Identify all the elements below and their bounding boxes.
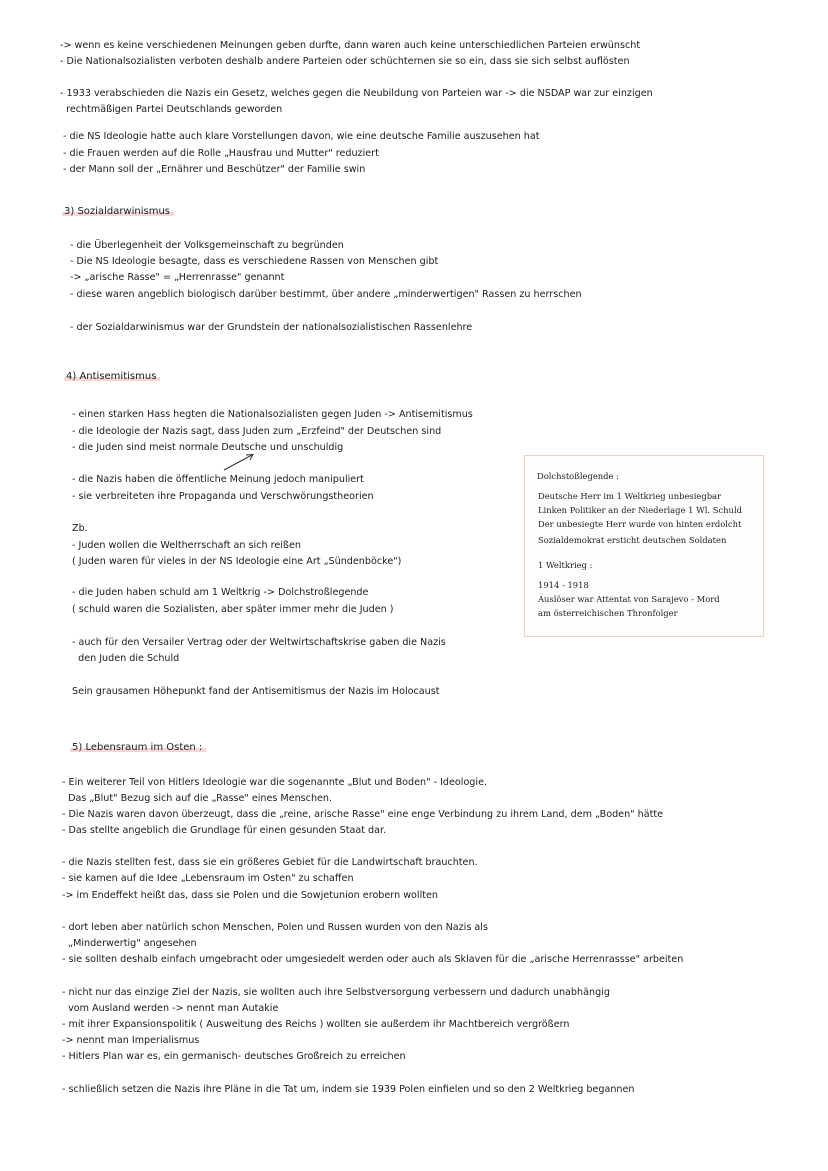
text-line: - Ein weiterer Teil von Hitlers Ideologie war die sogenannte „Blut und Boden" - Ideologie. xyxy=(62,777,488,788)
text-line: - Die NS Ideologie besagte, dass es verschiedene Rassen von Menschen gibt xyxy=(70,256,439,267)
text-line: - dort leben aber natürlich schon Menschen, Polen und Russen wurden von den Nazis als xyxy=(62,922,488,933)
box-line: Der unbesiegte Herr wurde von hinten erdolcht xyxy=(538,519,742,529)
text-line: - die NS Ideologie hatte auch klare Vorstellungen davon, wie eine deutsche Familie auszusehen hat xyxy=(63,131,540,142)
heading-label: 5) Lebensraum im Osten : xyxy=(70,742,206,753)
text-line: - mit ihrer Expansionspolitik ( Ausweitung des Reichs ) wollten sie außerdem ihr Machtbereich vergrößern xyxy=(62,1019,570,1030)
text-line: - die Juden haben schuld am 1 Weltkrig -> Dolchstroßlegende xyxy=(72,587,369,598)
text-line: - diese waren angeblich biologisch darüber bestimmt, über andere „minderwertigen" Rassen zu herrschen xyxy=(70,289,582,300)
text-line: - die Nazis stellten fest, dass sie ein größeres Gebiet für die Landwirtschaft brauchten. xyxy=(62,857,478,868)
text-line: - die Frauen werden auf die Rolle „Hausfrau und Mutter" reduziert xyxy=(63,148,379,159)
box-line: Sozialdemokrat ersticht deutschen Soldaten xyxy=(538,535,727,545)
section-heading-antisemitismus xyxy=(64,371,160,383)
text-line: - die Überlegenheit der Volksgemeinschaft zu begründen xyxy=(70,240,344,251)
text-line: - der Mann soll der „Ernährer und Beschützer" der Familie swin xyxy=(63,164,366,175)
text-line: ( schuld waren die Sozialisten, aber später immer mehr die Juden ) xyxy=(72,604,394,615)
text-line: - Das stellte angeblich die Grundlage für einen gesunden Staat dar. xyxy=(62,825,387,836)
heading-label: 3) Sozialdarwinismus xyxy=(62,206,174,217)
text-line: Das „Blut" Bezug sich auf die „Rasse" eines Menschen. xyxy=(62,793,333,804)
text-line: Sein grausamen Höhepunkt fand der Antisemitismus der Nazis im Holocaust xyxy=(72,686,440,697)
text-line: den Juden die Schuld xyxy=(72,653,180,664)
box-line: Deutsche Herr im 1 Weltkrieg unbesiegbar xyxy=(538,491,722,501)
box-line: 1 Weltkrieg : xyxy=(538,560,593,570)
section-heading-sozialdarwinismus xyxy=(62,206,174,218)
text-line: - Juden wollen die Weltherrschaft an sich reißen xyxy=(72,540,301,551)
text-line: -> nennt man Imperialismus xyxy=(62,1035,200,1046)
text-line: - einen starken Hass hegten die Nationalsozialisten gegen Juden -> Antisemitismus xyxy=(72,409,473,420)
box-line: am österreichischen Thronfolger xyxy=(538,608,678,618)
section-heading-lebensraum xyxy=(70,742,206,754)
text-line: - sie verbreiteten ihre Propaganda und Verschwörungstheorien xyxy=(72,491,374,502)
text-line: rechtmäßigen Partei Deutschlands geworden xyxy=(60,104,283,115)
heading-label: 4) Antisemitismus xyxy=(64,371,160,382)
text-line: - die Juden sind meist normale Deutsche und unschuldig xyxy=(72,442,344,453)
text-line: Zb. xyxy=(72,523,88,534)
text-line: - die Ideologie der Nazis sagt, dass Juden zum „Erzfeind" der Deutschen sind xyxy=(72,426,442,437)
box-line: Auslöser war Attentat von Sarajevo - Mord xyxy=(538,594,720,604)
text-line: -> im Endeffekt heißt das, dass sie Polen und die Sowjetunion erobern wollten xyxy=(62,890,438,901)
text-line: - auch für den Versailer Vertrag oder der Weltwirtschaftskrise gaben die Nazis xyxy=(72,637,446,648)
text-line: - Hitlers Plan war es, ein germanisch- deutsches Großreich zu erreichen xyxy=(62,1051,406,1062)
arrow-icon xyxy=(222,452,256,472)
box-line: Linken Politiker an der Niederlage 1 Wl. Schuld xyxy=(538,505,742,515)
text-line: - sie kamen auf die Idee „Lebensraum im Osten" zu schaffen xyxy=(62,873,354,884)
info-box-dolchstosslegende xyxy=(524,455,764,637)
text-line: - Die Nazis waren davon überzeugt, dass die „reine, arische Rasse" eine enge Verbindung zu ihrem Land, dem „Boden" hätte xyxy=(62,809,664,820)
box-line: 1914 - 1918 xyxy=(538,580,589,590)
text-line: -> „arische Rasse" = „Herrenrasse" genannt xyxy=(70,272,285,283)
text-line: vom Ausland werden -> nennt man Autakie xyxy=(62,1003,279,1014)
text-line: -> wenn es keine verschiedenen Meinungen geben durfte, dann waren auch keine unterschiedlichen Parteien erwünscht xyxy=(60,40,641,51)
box-line: Dolchstoßlegende : xyxy=(537,471,619,481)
text-line: - schließlich setzen die Nazis ihre Pläne in die Tat um, indem sie 1939 Polen einfielen und so den 2 Weltkrieg begannen xyxy=(62,1084,635,1095)
text-line: - Die Nationalsozialisten verboten deshalb andere Parteien oder schüchternen sie so ein, dass sie sich selbst auflösten xyxy=(60,56,630,67)
text-line: - sie sollten deshalb einfach umgebracht oder umgesiedelt werden oder auch als Sklaven für die „arische Herrenrassse" arbeiten xyxy=(62,954,684,965)
text-line: - der Sozialdarwinismus war der Grundstein der nationalsozialistischen Rassenlehre xyxy=(70,322,473,333)
text-line: - nicht nur das einzige Ziel der Nazis, sie wollten auch ihre Selbstversorgung verbessern und dadurch unabhängig xyxy=(62,987,610,998)
text-line: ( Juden waren für vieles in der NS Ideologie eine Art „Sündenböcke") xyxy=(72,556,402,567)
text-line: - die Nazis haben die öffentliche Meinung jedoch manipuliert xyxy=(72,474,364,485)
text-line: - 1933 verabschieden die Nazis ein Gesetz, welches gegen die Neubildung von Parteien war -> die NSDAP war zur einzigen xyxy=(60,88,653,99)
text-line: „Minderwertig" angesehen xyxy=(62,938,197,949)
